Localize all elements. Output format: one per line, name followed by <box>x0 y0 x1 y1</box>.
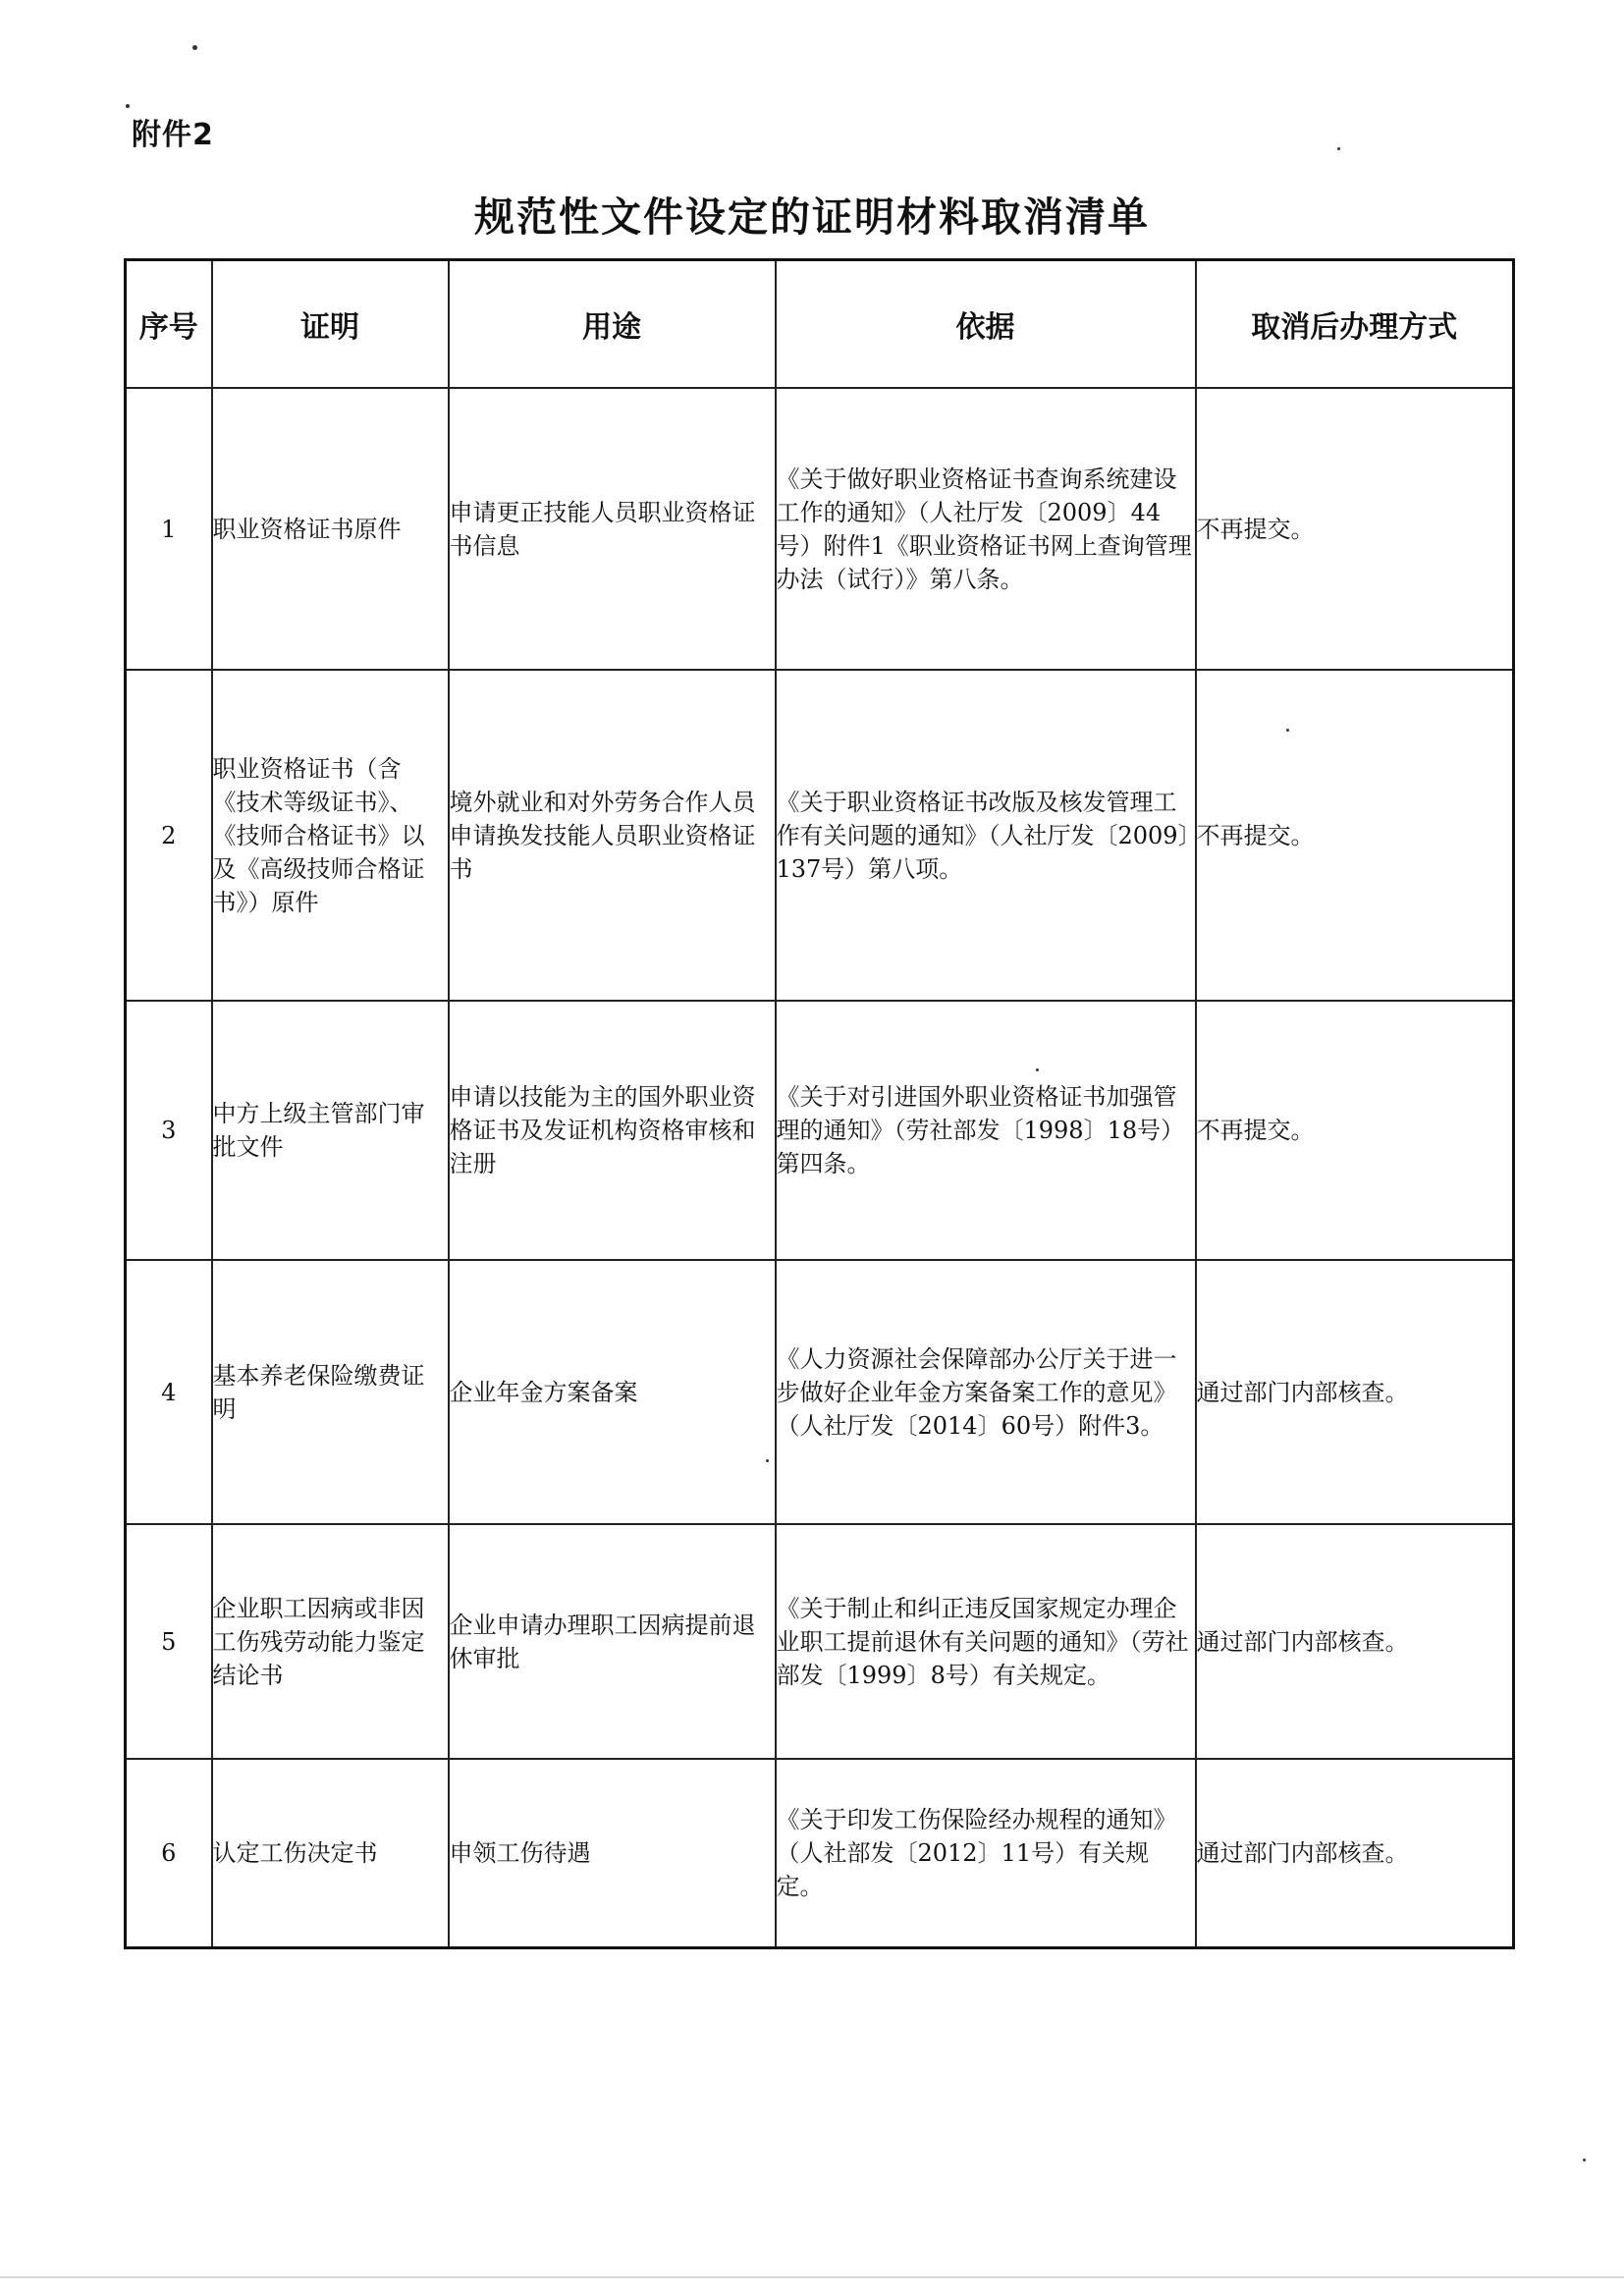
header-proof: 证明 <box>212 260 449 389</box>
row-proof: 企业职工因病或非因工伤残劳动能力鉴定结论书 <box>212 1524 449 1759</box>
proof-cancellation-table <box>124 258 1515 1949</box>
row-method: 通过部门内部核查。 <box>1196 1524 1514 1759</box>
table-row <box>126 1759 1514 1947</box>
scan-speck <box>1337 147 1340 150</box>
row-purpose: 申领工伤待遇 <box>449 1759 776 1947</box>
row-no: 5 <box>126 1524 212 1759</box>
row-method: 不再提交。 <box>1196 670 1514 1001</box>
row-basis: 《关于职业资格证书改版及核发管理工作有关问题的通知》（人社厅发〔2009〕137号）第八项。 <box>776 670 1196 1001</box>
table-row <box>126 1001 1514 1260</box>
row-purpose: 企业年金方案备案 <box>449 1260 776 1524</box>
table-header-row <box>126 260 1514 389</box>
table-row <box>126 1260 1514 1524</box>
row-no: 6 <box>126 1759 212 1947</box>
row-method: 不再提交。 <box>1196 388 1514 670</box>
row-basis: 《关于制止和纠正违反国家规定办理企业职工提前退休有关问题的通知》（劳社部发〔1999〕8号）有关规定。 <box>776 1524 1196 1759</box>
scan-edge-line <box>0 2276 1624 2278</box>
header-basis: 依据 <box>776 260 1196 389</box>
header-purpose: 用途 <box>449 260 776 389</box>
table-row <box>126 670 1514 1001</box>
row-method: 通过部门内部核查。 <box>1196 1759 1514 1947</box>
row-purpose: 申请更正技能人员职业资格证书信息 <box>449 388 776 670</box>
scan-speck <box>192 45 197 50</box>
row-proof: 职业资格证书原件 <box>212 388 449 670</box>
row-method: 不再提交。 <box>1196 1001 1514 1260</box>
row-basis: 《人力资源社会保障部办公厅关于进一步做好企业年金方案备案工作的意见》（人社厅发〔2014〕60号）附件3。 <box>776 1260 1196 1524</box>
attachment-label: 附件2 <box>132 118 214 152</box>
row-purpose: 申请以技能为主的国外职业资格证书及发证机构资格审核和注册 <box>449 1001 776 1260</box>
row-basis: 《关于对引进国外职业资格证书加强管理的通知》（劳社部发〔1998〕18号）第四条。 <box>776 1001 1196 1260</box>
table-row <box>126 388 1514 670</box>
row-proof: 认定工伤决定书 <box>212 1759 449 1947</box>
row-method: 通过部门内部核查。 <box>1196 1260 1514 1524</box>
header-method: 取消后办理方式 <box>1196 260 1514 389</box>
row-proof: 职业资格证书（含《技术等级证书》、《技师合格证书》以及《高级技师合格证书》）原件 <box>212 670 449 1001</box>
row-no: 3 <box>126 1001 212 1260</box>
row-no: 1 <box>126 388 212 670</box>
document-title: 规范性文件设定的证明材料取消清单 <box>474 193 1150 241</box>
row-basis: 《关于印发工伤保险经办规程的通知》（人社部发〔2012〕11号）有关规定。 <box>776 1759 1196 1947</box>
row-no: 2 <box>126 670 212 1001</box>
header-no: 序号 <box>126 260 212 389</box>
scan-speck <box>126 104 130 108</box>
table-row <box>126 1524 1514 1759</box>
row-no: 4 <box>126 1260 212 1524</box>
row-basis: 《关于做好职业资格证书查询系统建设工作的通知》（人社厅发〔2009〕44号）附件1《职业资格证书网上查询管理办法（试行）》第八条。 <box>776 388 1196 670</box>
row-proof: 基本养老保险缴费证明 <box>212 1260 449 1524</box>
row-purpose: 企业申请办理职工因病提前退休审批 <box>449 1524 776 1759</box>
scan-speck <box>1583 2159 1586 2161</box>
row-proof: 中方上级主管部门审批文件 <box>212 1001 449 1260</box>
row-purpose: 境外就业和对外劳务合作人员申请换发技能人员职业资格证书 <box>449 670 776 1001</box>
